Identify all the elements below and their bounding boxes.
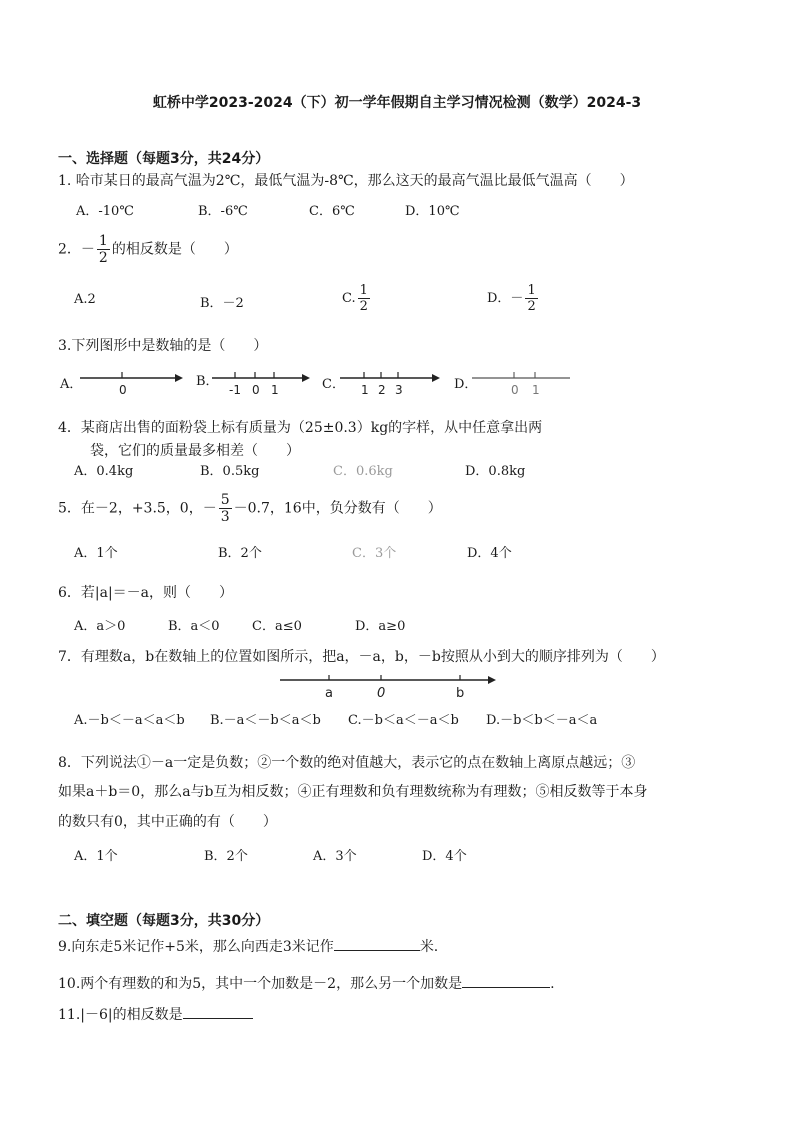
q6-option-c: C．a≤0 [252, 619, 302, 634]
q5-post: －0.7，16中，负分数有（ ） [233, 500, 442, 517]
q8-option-a: A．1个 [74, 849, 118, 864]
q6-option-d: D．a≥0 [355, 619, 406, 634]
q3-axis-c [340, 372, 440, 397]
q10-pre: 10.两个有理数的和为5，其中一个加数是－2，那么另一个加数是 [58, 976, 463, 992]
q3-c-tick-2: 2 [378, 383, 386, 397]
q5-fraction-denominator: 3 [220, 509, 230, 525]
q2-option-c-denominator: 2 [359, 299, 368, 314]
q3-b-tick-1: 1 [271, 383, 279, 397]
q3-option-c: C． [322, 377, 345, 392]
q3-axis-b [212, 372, 310, 397]
q4-option-a: A．0.4kg [74, 464, 134, 479]
q5-option-a: A．1个 [74, 546, 118, 561]
q2-rest: 的相反数是（ ） [111, 241, 238, 258]
q1-option-d: D．10℃ [405, 204, 460, 219]
q8-option-d: D．4个 [422, 849, 467, 864]
question-2-stem [58, 234, 238, 265]
q2-option-d-label: D．－ [487, 291, 524, 306]
q3-c-tick-1: 1 [361, 383, 369, 397]
q7-option-a: A.－b＜－a＜a＜b [74, 713, 185, 728]
page-title: 虹桥中学2023-2024（下）初一学年假期自主学习情况检测（数学）2024-3 [152, 95, 642, 111]
q6-option-a: A．a＞0 [74, 619, 126, 634]
q2-option-c-label: C. [342, 291, 356, 306]
q7-option-c: C.－b＜a＜－a＜b [348, 713, 459, 728]
question-5-stem: 5．在－2，+3.5，0，－ $\frac{5}{3}$ －0.7，16中，负分数有（ ） [58, 492, 442, 525]
q2-option-d-denominator: 2 [527, 299, 536, 314]
q3-b-tick-0: 0 [252, 383, 260, 397]
question-8-line3: 的数只有0，其中正确的有（ ） [58, 814, 277, 830]
q5-fraction [219, 493, 232, 524]
q2-option-a: A.2 [74, 292, 96, 307]
q3-d-tick-1: 1 [532, 383, 540, 397]
q3-a-tick-0: 0 [119, 383, 127, 397]
q2-option-c-numerator: 1 [359, 283, 368, 298]
question-10 [58, 973, 555, 993]
q10-post: . [550, 976, 555, 992]
q5-fraction-numerator: 5 [220, 492, 230, 508]
q3-option-d: D． [454, 377, 478, 392]
q9-answer-blank[interactable] [334, 936, 420, 951]
q2-fraction-denominator: 2 [98, 250, 108, 266]
q2-option-b: B．－2 [200, 296, 244, 311]
q3-d-tick-0: 0 [511, 383, 519, 397]
q8-option-c: A．3个 [313, 849, 357, 864]
question-4-line1: 4．某商店出售的面粉袋上标有质量为（25±0.3）kg的字样，从中任意拿出两 [58, 420, 543, 436]
q1-option-a: A．-10℃ [76, 204, 134, 219]
question-6-stem: 6．若|a|＝－a，则（ ） [58, 585, 234, 601]
q1-option-c: C．6℃ [309, 204, 355, 219]
question-3-stem: 3.下列图形中是数轴的是（ ） [58, 338, 268, 354]
q3-number-lines [0, 360, 794, 400]
section-heading-fill-in: 二、填空题（每题3分，共30分） [58, 913, 270, 929]
q2-number: 2． [58, 241, 81, 258]
q11-pre: 11.|－6|的相反数是 [58, 1007, 183, 1023]
q2-minus: － [80, 241, 95, 258]
q8-option-b: B．2个 [204, 849, 248, 864]
q3-option-a: A． [60, 377, 83, 392]
question-8-line1: 8．下列说法①－a一定是负数；②一个数的绝对值越大，表示它的点在数轴上离原点越远；③ [58, 755, 636, 771]
q2-fraction-numerator: 1 [98, 233, 108, 249]
q2-fraction [97, 234, 110, 265]
q3-c-tick-3: 3 [395, 383, 403, 397]
q7-label-b: b [456, 686, 465, 701]
q5-option-c: C．3个 [352, 546, 397, 561]
q3-b-tick-neg1: -1 [229, 383, 241, 397]
q7-label-a: a [325, 686, 333, 701]
q3-axis-a [80, 372, 183, 397]
q1-option-b: B．-6℃ [198, 204, 248, 219]
q4-option-c: C．0.6kg [333, 464, 393, 479]
q4-option-d: D．0.8kg [465, 464, 526, 479]
q7-option-b: B.－a＜－b＜a＜b [210, 713, 321, 728]
question-11 [58, 1004, 253, 1024]
question-4-line2: 袋，它们的质量最多相差（ ） [90, 443, 300, 459]
q5-pre: 5．在－2，+3.5，0， [58, 500, 203, 517]
q7-label-0: 0 [377, 686, 386, 701]
q2-option-d [487, 284, 540, 313]
q11-answer-blank[interactable] [183, 1004, 253, 1019]
question-8-line2: 如果a＋b＝0，那么a与b互为相反数；④正有理数和负有理数统称为有理数；⑤相反数等于本身 [58, 784, 648, 800]
q2-option-c [342, 284, 372, 313]
q10-answer-blank[interactable] [462, 973, 550, 988]
q7-number-line [270, 670, 510, 706]
q5-option-b: B．2个 [218, 546, 262, 561]
q9-post: 米. [419, 939, 439, 955]
q3-axis-d [472, 372, 570, 397]
q5-option-d: D．4个 [467, 546, 512, 561]
q9-pre: 9.向东走5米记作+5米，那么向西走3米记作 [58, 939, 334, 955]
question-1-stem: 1. 哈市某日的最高气温为2℃，最低气温为-8℃，那么这天的最高气温比最低气温高（ ） [58, 173, 634, 189]
q6-option-b: B．a＜0 [168, 619, 220, 634]
q4-option-b: B．0.5kg [200, 464, 260, 479]
section-heading-choice: 一、选择题（每题3分，共24分） [58, 151, 270, 167]
question-9 [58, 936, 438, 956]
q2-option-d-numerator: 1 [527, 283, 536, 298]
q7-option-d: D.－b＜b＜－a＜a [486, 713, 598, 728]
question-7-stem: 7．有理数a，b在数轴上的位置如图所示，把a，－a，b，－b按照从小到大的顺序排列为（ ） [58, 649, 665, 665]
q3-option-b: B． [196, 374, 219, 389]
